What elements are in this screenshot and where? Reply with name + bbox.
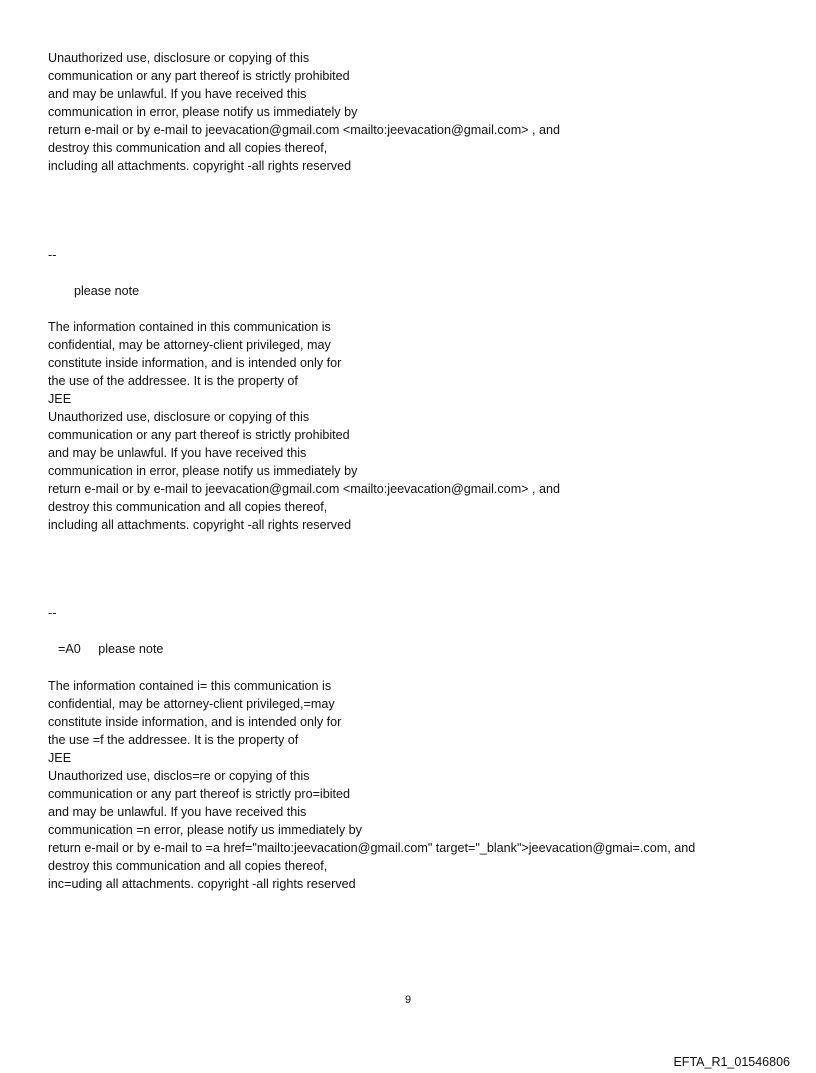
text-line: communication or any part thereof is strictly pro=ibited bbox=[48, 787, 351, 801]
separator: -- bbox=[48, 248, 57, 262]
text-line: inc=uding all attachments. copyright -all rights reserved bbox=[48, 877, 356, 891]
text-line: and may be unlawful. If you have received this bbox=[48, 87, 307, 101]
text-line: including all attachments. copyright -all rights reserved bbox=[48, 159, 352, 173]
text-line: communication or any part thereof is strictly prohibited bbox=[48, 428, 350, 442]
text-line: return e-mail or by e-mail to =a href="mailto:jeevacation@gmail.com" target="_blank">jeevacation@gmai=.com, and bbox=[48, 841, 696, 855]
text-line: communication in error, please notify us immediately by bbox=[48, 105, 358, 119]
text-line: destroy this communication and all copies thereof, bbox=[48, 141, 328, 155]
text-line: communication in error, please notify us immediately by bbox=[48, 464, 358, 478]
note-heading: please note bbox=[74, 284, 140, 298]
text-line: communication or any part thereof is strictly prohibited bbox=[48, 69, 350, 83]
text-line: return e-mail or by e-mail to jeevacation@gmail.com <mailto:jeevacation@gmail.com> , and bbox=[48, 123, 561, 137]
text-line: and may be unlawful. If you have received this bbox=[48, 446, 307, 460]
text-line: destroy this communication and all copies thereof, bbox=[48, 500, 328, 514]
text-line: The information contained in this communication is bbox=[48, 320, 331, 334]
text-line: JEE bbox=[48, 751, 72, 765]
text-line: confidential, may be attorney-client privileged,=may bbox=[48, 697, 335, 711]
text-line: Unauthorized use, disclosure or copying of this bbox=[48, 51, 310, 65]
text-line: destroy this communication and all copies thereof, bbox=[48, 859, 328, 873]
text-line: return e-mail or by e-mail to jeevacation@gmail.com <mailto:jeevacation@gmail.com> , and bbox=[48, 482, 561, 496]
text-line: Unauthorized use, disclosure or copying of this bbox=[48, 410, 310, 424]
text-line: and may be unlawful. If you have received this bbox=[48, 805, 307, 819]
text-line: JEE bbox=[48, 392, 72, 406]
text-line: The information contained i= this communication is bbox=[48, 679, 332, 693]
text-line: the use =f the addressee. It is the property of bbox=[48, 733, 299, 747]
note-heading: =A0 please note bbox=[58, 642, 164, 656]
text-line: the use of the addressee. It is the property of bbox=[48, 374, 298, 388]
text-line: constitute inside information, and is intended only for bbox=[48, 715, 342, 729]
text-line: confidential, may be attorney-client privileged, may bbox=[48, 338, 331, 352]
separator: -- bbox=[48, 606, 57, 620]
document-id: EFTA_R1_01546806 bbox=[673, 1055, 790, 1069]
text-line: including all attachments. copyright -all rights reserved bbox=[48, 518, 352, 532]
text-line: communication =n error, please notify us immediately by bbox=[48, 823, 362, 837]
page-number: 9 bbox=[404, 994, 412, 1006]
text-line: constitute inside information, and is intended only for bbox=[48, 356, 342, 370]
text-line: Unauthorized use, disclos=re or copying of this bbox=[48, 769, 310, 783]
